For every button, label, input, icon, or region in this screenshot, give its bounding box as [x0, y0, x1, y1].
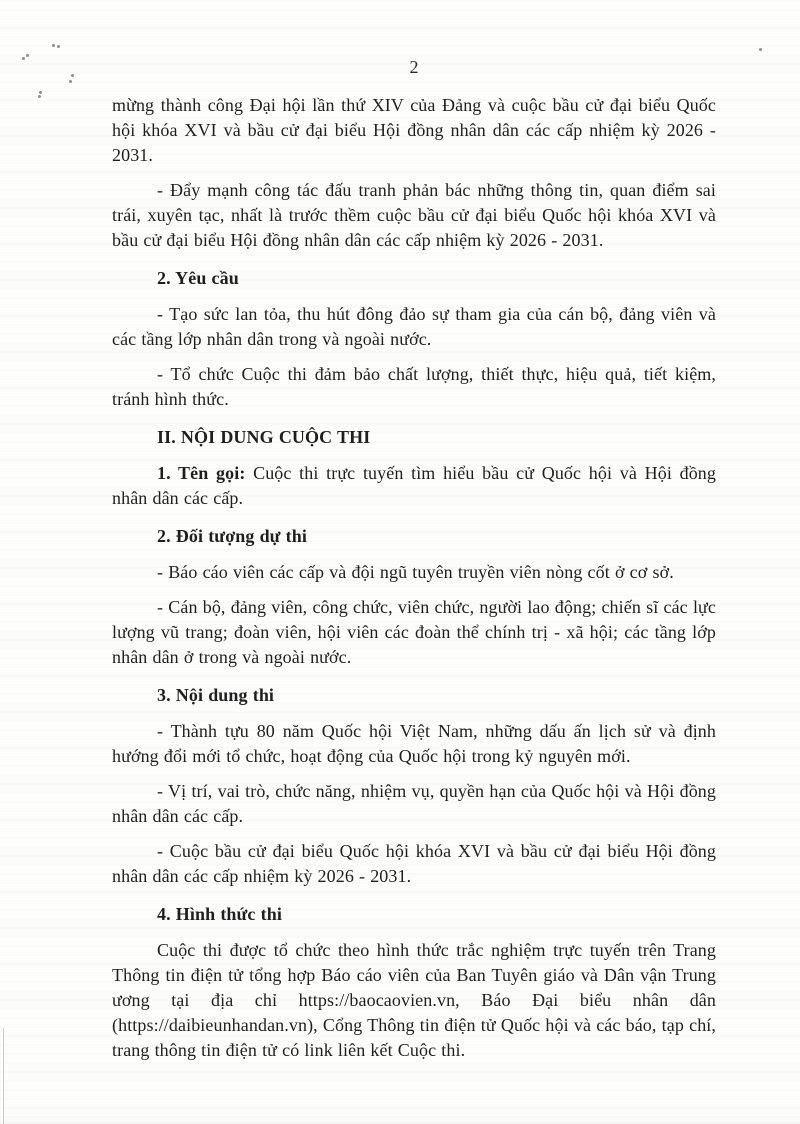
- heading-4-hinh-thuc-thi: 4. Hình thức thi: [157, 904, 282, 924]
- scan-speck: [69, 80, 72, 83]
- scan-speck: [39, 91, 42, 94]
- heading-2-yeu-cau: 2. Yêu cầu: [157, 268, 239, 288]
- para-1-ten-goi: [112, 461, 716, 511]
- para-to-chuc-cuoc-thi: - Tổ chức Cuộc thi đảm bảo chất lượng, thiết thực, hiệu quả, tiết kiệm, tránh hình thức.: [112, 364, 716, 409]
- scan-speck: [759, 48, 762, 51]
- para-1-ten-goi-text: Cuộc thi trực tuyến tìm hiểu bầu cử Quốc hội và Hội đồng nhân dân các cấp.: [112, 463, 716, 508]
- heading-2-doi-tuong-du-thi: 2. Đối tượng dự thi: [157, 526, 307, 546]
- scan-speck: [22, 57, 25, 60]
- para-thanh-tuu-80-nam: - Thành tựu 80 năm Quốc hội Việt Nam, những dấu ấn lịch sử và định hướng đổi mới tổ chức, hoạt động của Quốc hội trong kỷ nguyên mới.: [112, 721, 716, 766]
- para-continuation-dai-hoi: mừng thành công Đại hội lần thứ XIV của Đảng và cuộc bầu cử đại biểu Quốc hội khóa XVI và bầu cử đại biểu Hội đồng nhân dân các cấp nhiệm kỳ 2026 - 2031.: [112, 95, 716, 165]
- para-can-bo-dang-vien: - Cán bộ, đảng viên, công chức, viên chức, người lao động; chiến sĩ các lực lượng vũ trang; đoàn viên, hội viên các đoàn thể chính trị - xã hội; các tầng lớp nhân dân ở trong và ngoài nước.: [112, 597, 716, 667]
- para-cuoc-bau-cu: - Cuộc bầu cử đại biểu Quốc hội khóa XVI và bầu cử đại biểu Hội đồng nhân dân các cấp nhiệm kỳ 2026 - 2031.: [112, 841, 716, 886]
- scan-speck: [71, 74, 74, 77]
- document-body: [112, 93, 716, 1073]
- scan-speck: [38, 95, 41, 98]
- scan-edge-line: [3, 1028, 4, 1124]
- scan-bottom-shade: [0, 1118, 800, 1124]
- page-number: 2: [409, 57, 419, 77]
- para-vi-tri-vai-tro: - Vị trí, vai trò, chức năng, nhiệm vụ, quyền hạn của Quốc hội và Hội đồng nhân dân các cấp.: [112, 781, 716, 826]
- heading-3-noi-dung-thi: 3. Nội dung thi: [157, 685, 275, 705]
- para-tao-suc-lan-toa: - Tạo sức lan tỏa, thu hút đông đảo sự tham gia của cán bộ, đảng viên và các tầng lớp nhân dân trong và ngoài nước.: [112, 304, 716, 349]
- para-bao-cao-vien: - Báo cáo viên các cấp và đội ngũ tuyên truyền viên nòng cốt ở cơ sở.: [157, 562, 674, 582]
- para-day-manh-dau-tranh: - Đẩy mạnh công tác đấu tranh phản bác những thông tin, quan điểm sai trái, xuyên tạc, nhất là trước thềm cuộc bầu cử đại biểu Quốc hội khóa XVI và bầu cử đại biểu Hội đồng nhân dân các cấp nhiệm kỳ 2026 - 2031.: [112, 180, 716, 250]
- scan-speck: [57, 45, 60, 48]
- para-hinh-thuc-to-chuc: Cuộc thi được tổ chức theo hình thức trắc nghiệm trực tuyến trên Trang Thông tin điện tử tổng hợp Báo cáo viên của Ban Tuyên giáo và Dân vận Trung ương tại địa chỉ https://baocaovien.vn, Báo Đại biểu nhân dân (https://daibieunhandan.vn), Cổng Thông tin điện tử Quốc hội và các báo, tạp chí, trang thông tin điện tử có link liên kết Cuộc thi.: [112, 940, 716, 1060]
- scan-speck: [26, 54, 29, 57]
- para-1-ten-goi-bold-lead: 1. Tên gọi:: [157, 463, 246, 483]
- scan-speck: [52, 44, 55, 47]
- heading-ii-noi-dung-cuoc-thi: II. NỘI DUNG CUỘC THI: [157, 427, 371, 447]
